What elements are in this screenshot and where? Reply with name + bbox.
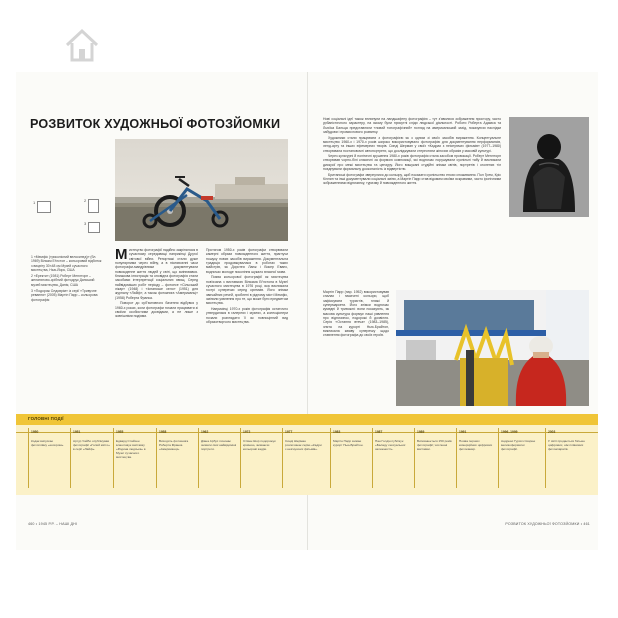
body-column-2 bbox=[206, 248, 288, 325]
paragraph: Художники стали працювати з фотографією як з одним зі своїх засобів вираження. Концептуальне мистецтво 1960-х і 1970-х років широко використовувало фотографію для документування перформансів, ленд-арту та інших ефемерних творів. Синді Шерман у своїх «Кадрах з неіснуючих фільмів» (1977–1980) створювала постановочні автопортрети, що досліджували стереотипи жіночих образів у масовій культурі. bbox=[323, 135, 501, 153]
drop-cap: М bbox=[115, 246, 128, 263]
timeline-item bbox=[156, 428, 197, 488]
paragraph: Через культурні й політичні зрушення 1980-х років фотографія стала засобом провокації. Роберт Меплторп створював чорно-білі класичні за формою композиції, які водночас порушували суспільні табу й викликали дискусії про межі мистецтва та цензуру. Його вишукані студійні знімки квітів, портретів і оголених тіл поєднували формальну досконалість із відвертістю. bbox=[323, 154, 501, 172]
timeline-year: 1977 bbox=[285, 430, 293, 434]
paragraph: истецтво фотографії надійно закріпилося в сучасному середовищі наприкінці Другої світової війни. Репортажі стали дуже популярними через війну, а в післявоєнні часи фотографи-мандрівники документували повсякденне життя людей у світі, що змінювався. Книжкова ілюстрація та оповідна фотографія стали засобами інтерпретації соціальних явищ. Серед найвідоміших робіт періоду – фотоесе «Сільський лікар» (1948) і «Іспанське село» (1951) для журналу «Лайф», а також фотокнига «Американці» (1958) Роберта Франка. bbox=[115, 248, 199, 300]
caption-3: 3 «Подорож Олдоврім» із серії «Тривучне ревання» (2005) Мартін Парр – кольорова фотографія bbox=[31, 289, 98, 302]
timeline-item bbox=[498, 428, 539, 488]
timeline-item bbox=[414, 428, 455, 488]
tricycle-photo bbox=[115, 139, 288, 241]
timeline-item bbox=[282, 428, 323, 488]
timeline-item bbox=[330, 428, 371, 488]
timeline-item bbox=[240, 428, 281, 488]
timeline-year: 1996–1999 bbox=[501, 430, 518, 434]
timeline-item bbox=[28, 428, 69, 488]
body-column-3 bbox=[323, 117, 501, 187]
timeline-item bbox=[70, 428, 111, 488]
bus-flowers-photo bbox=[396, 290, 589, 406]
timeline-text: Стівен Шор подорожує країною, знімаючи кольорові кадри. bbox=[243, 439, 276, 451]
caption-2: 2 «Еректи» (1981) Роберт Меплторп – желатиново-срібний фотодрук Данський музей мистецтва, Данія, США bbox=[31, 274, 95, 287]
folio-right: РОЗВИТОК ХУДОЖНЬОЇ ФОТОЗЙОМКИ • 461 bbox=[505, 522, 590, 526]
timeline-text: Кодак випускає фотоплівку «екохром». bbox=[31, 439, 65, 447]
figure-photo bbox=[509, 117, 589, 217]
timeline-year: 1950 bbox=[31, 430, 39, 434]
timeline-text: Андреас Гурскі створює великоформатні фотографії. bbox=[501, 439, 536, 451]
timeline-item bbox=[456, 428, 497, 488]
folio-left: 460 • 1945 Р.Р. – НАШІ ДНІ bbox=[28, 522, 78, 526]
timeline-item bbox=[113, 428, 154, 488]
timeline-text: Артур Уайбо опублікував фотографії «Голий місто» в серії «Лайф». bbox=[73, 439, 110, 451]
timeline-header-bar bbox=[16, 414, 598, 425]
paragraph: Британські фотографи звернулися до кольору, щоб показати суспільство епохи споживання. Пол Грем, Кріс Кіллип та інші документували соціальні зміни, а Мартін Парр став відомим своїми яскравими, часто іронічними зображеннями відпочинку, туризму й повсякденного життя. bbox=[323, 172, 501, 186]
timeline-text: Виповнюється 150 років фотографії; численні виставки. bbox=[417, 439, 452, 451]
timeline-text: Поява перших комерційних цифрових фотокамер. bbox=[459, 439, 493, 451]
paragraph: Мартін Парр (нар. 1952) використовував спалах і насичені кольори, щоб зафіксувати туристів, пляжі й супермаркети. Його знімки водночас кумедні й тривожні: вони показують, як масова культура формує наші уявлення про відпочинок, подорожі й дозвілля. Серія «Остання втеча» (1983–1985), знята на курорті Нью-Брайтон, викликала жваву суперечку щодо ставлення фотографа до своїх героїв. bbox=[323, 290, 389, 338]
timeline-year: 1983 bbox=[333, 430, 341, 434]
paragraph: Поява кольорової фотографії як мистецтва пов'язана з виставкою Вільяма Еґлстона в Музеї сучасного мистецтва в 1976 році, яка викликала гострі суперечки серед критиків. Його знімки звичайних речей, зроблені в рідному місті Мемфіс, змінили уявлення про те, що може бути предметом мистецтва. bbox=[206, 275, 288, 306]
timeline-year: 1972 bbox=[243, 430, 251, 434]
thumbnail-1: 1 bbox=[37, 201, 51, 213]
timeline-item bbox=[372, 428, 413, 488]
timeline-text: Нан Голдін публікує «Баладу сексуальної залежності». bbox=[375, 439, 406, 451]
timeline-year: 1991 bbox=[459, 430, 467, 434]
timeline-year: 1958 bbox=[159, 430, 167, 434]
timeline-title: ГОЛОВНІ ПОДІЇ bbox=[28, 416, 64, 421]
picture-captions bbox=[31, 255, 103, 304]
paragraph: Протягом 1950-х років фотографи створювали камерні образи повсякденного життя, прагнучи пошуку нових засобів вираження. Документальна традиція продовжувалася в роботах таких майстрів, як Доротея Ланж і Вокер Еванс, водночас молоде покоління шукало власної мови. bbox=[206, 248, 288, 274]
timeline-year: 1951 bbox=[73, 430, 81, 434]
timeline-text: У світі продається більше цифрових, ніж плівкових фотоапаратів. bbox=[548, 439, 586, 451]
timeline-text: Діана Арбус починає знімати свої найвідоміші портрети. bbox=[201, 439, 237, 451]
timeline-year: 1962 bbox=[201, 430, 209, 434]
timeline-text: Едвард Стайхен влаштовує виставку «Родина людська» в Музеї сучасного мистецтва. bbox=[116, 439, 146, 459]
timeline-year: 1955 bbox=[116, 430, 124, 434]
timeline-year: 2003 bbox=[548, 430, 556, 434]
page-title: РОЗВИТОК ХУДОЖНЬОЇ ФОТОЗЙОМКИ bbox=[30, 117, 281, 131]
timeline-text: Виходить фотокнига Роберта Франка «Американці». bbox=[159, 439, 189, 451]
caption-1: 1 «Мемфіс (триколісний велосипед)» (бл. 1969) Вільям Еґлстон – кольоровий відбиток з вицвіту 30×48 см Музей сучасного мистецтва, Нью-Йорк, США bbox=[31, 255, 102, 272]
timeline-text: Мартін Парр знімає курорт Нью-Брайтон. bbox=[333, 439, 364, 447]
timeline-year: 1989 bbox=[417, 430, 425, 434]
paragraph: Поворот до суб'єктивного бачення відбувся у 1960-х роках, коли фотографи почали працювати зі своїми особистими досвідами, а не лише з зовнішніми подіями. bbox=[115, 301, 198, 319]
house-logo-icon bbox=[64, 27, 100, 63]
body-column-4 bbox=[323, 290, 389, 339]
timeline-year: 1987 bbox=[375, 430, 383, 434]
timeline-item bbox=[545, 428, 586, 488]
thumbnail-3: 3 bbox=[88, 222, 100, 233]
timeline-item bbox=[198, 428, 239, 488]
thumbnail-2: 2 bbox=[88, 199, 99, 213]
body-column-1 bbox=[115, 248, 198, 320]
paragraph: Нові соціальні ідеї також вплинули на ландшафтну фотографію – тут з'явилися зображення простору, часто урбаністичного характеру, на якому були присутні сліди людської діяльності. Роботи Роберта Адамса та Льюїса Бальца представляли «новий топографічний» погляд на американський захід, показуючи наслідки забудови і промислового розвитку. bbox=[323, 117, 501, 135]
timeline-text: Синді Шерман розпочинає серію «Кадри з неіснуючих фільмів». bbox=[285, 439, 322, 451]
paragraph: Наприкінці 1970-х років фотографія остаточно утвердилася в галереях і музеях, а колекціонери почали розглядати її як повноцінний вид образотворчого мистецтва. bbox=[206, 306, 288, 324]
